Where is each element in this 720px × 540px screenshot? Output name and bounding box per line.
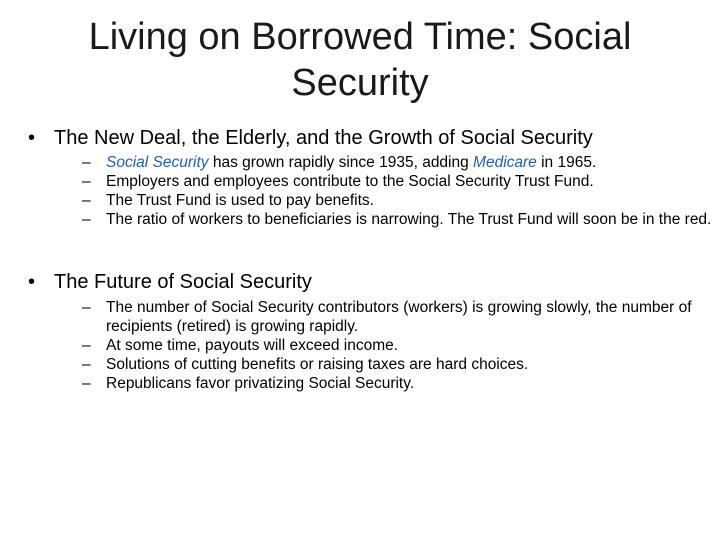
bullet-section-new-deal <box>28 126 593 150</box>
list-item-text: Solutions of cutting benefits or raising taxes are hard choices. <box>106 356 529 373</box>
sublist-future <box>82 298 714 393</box>
dash-marker: – <box>82 375 91 392</box>
dash-marker: – <box>82 211 91 228</box>
list-item <box>82 172 714 191</box>
dash-marker: – <box>82 337 91 354</box>
highlight-term: Social Security <box>106 154 209 171</box>
list-item-text: The Trust Fund is used to pay benefits. <box>106 192 374 209</box>
bullet-section-future <box>28 270 312 294</box>
list-item <box>82 355 714 374</box>
list-item <box>82 191 714 210</box>
highlight-term: Medicare <box>473 154 537 171</box>
list-item-text: The number of Social Security contributors (workers) is growing slowly, the number of recipients (retired) is growing rapidly. <box>106 299 692 335</box>
bullet-marker: • <box>28 271 36 293</box>
list-item-text: Republicans favor privatizing Social Security. <box>106 375 415 392</box>
dash-marker: – <box>82 356 91 373</box>
dash-marker: – <box>82 173 91 190</box>
dash-marker: – <box>82 154 91 171</box>
list-item-text: Social Security has grown rapidly since 1935, adding Medicare in 1965. <box>106 154 597 171</box>
bullet-marker: • <box>28 127 36 149</box>
section-heading: The New Deal, the Elderly, and the Growth of Social Security <box>54 127 593 149</box>
list-item <box>82 336 714 355</box>
list-item <box>82 210 714 229</box>
list-item <box>82 374 714 393</box>
list-item-text: Employers and employees contribute to the Social Security Trust Fund. <box>106 173 594 190</box>
list-item-text: At some time, payouts will exceed income. <box>106 337 399 354</box>
list-item <box>82 153 714 172</box>
dash-marker: – <box>82 299 91 316</box>
list-item-text: The ratio of workers to beneficiaries is narrowing. The Trust Fund will soon be in the red. <box>106 211 712 228</box>
dash-marker: – <box>82 192 91 209</box>
sublist-new-deal <box>82 153 714 229</box>
slide-title: Living on Borrowed Time: Social Security <box>88 16 632 104</box>
list-item <box>82 298 714 336</box>
section-heading: The Future of Social Security <box>54 271 312 293</box>
